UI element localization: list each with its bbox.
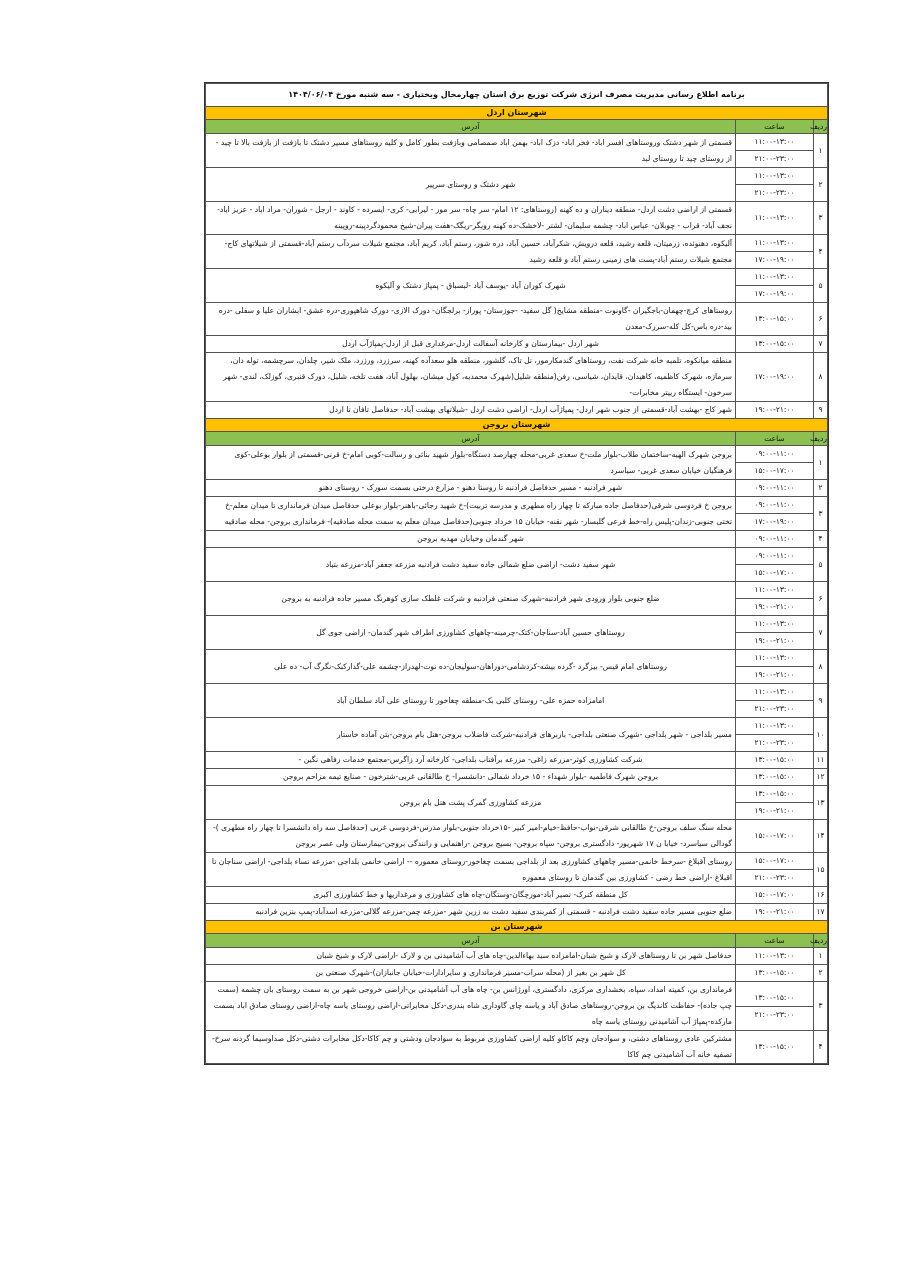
table-row (206, 303, 828, 336)
table-row (206, 480, 828, 497)
address-cell: آلیکوه، دهنوئده، زرمیتان، قلعه رشید، قلعه درویش، شکرآباد، حسین آباد، دره شور، رستم آباد، کریم آباد، مجتمع شیلات سردآب رستم آباد-قسمتی از شیلاتهای کاج-مجتمع شیلات رستم آباد-پست های زمینی رستم آباد و قلعه رشید (206, 235, 736, 269)
time-cell (736, 582, 814, 616)
table-row (206, 269, 828, 303)
time-cell (736, 134, 814, 168)
table-row (206, 531, 828, 548)
address-cell: روستای آقبلاغ -سرخط خانمی-مسیر چاههای کشاورزی بعد از بلداجی بسمت چغاخور-روستای معموره -- اراضی خانمی بلداجی -مزرعه نساء بلداجی- اراضی سناجان تا اقبلاغ -اراضی خط رضی - کشاورزی بین گندمان تا روستای معموره (206, 853, 736, 887)
address-cell: منطقه میانکوه، تلمبه خانه شرکت نفت، روستاهای گندمکارمور، تل تاک، گلشور، منطقه هلو سعدآده کهنه، سرزرد، ورزرد، ملک شیر، چلدان، سرچشمه، توله دان، سرمازه، شهرک کاظمیه، کاهیدان، قایدان، شیاسی، رفن(منطقه شلیل(شهرک محمدیه، کول میشان، بهلول آباد، هفت تلخه، شلیل، دورک قنبری، گوزلک، لندی- شهر سرخون- ایستگاه رییتر مخابرات- (206, 353, 736, 402)
time-slot: ۱۳:۰۰-۱۵:۰۰ (736, 990, 813, 1007)
address-cell: بروجن شهرک فاطمیه -بلوار شهداء - ۱۵ خرداد شمالی -دانشسرا- خ طالقانی غربی-شترخون - صنایع تیمه مزاحم بروجن (206, 769, 736, 786)
address-cell: روستاهای کرچ-چهمان-باجگیران -گاونوت -منطقه مشایخ( گل سفید- -جوزستان- پوراز- برلجگان- دورک الازی- دورک شاهپوری-دره عشق- ابشاران علیا و سفلی -دره بید-دره باس-کل کله-سررک-معدن (206, 303, 736, 336)
table-row (206, 820, 828, 853)
time-slot: ۱۱:۰۰-۱۳:۰۰ (736, 134, 813, 151)
row-number: ۱۱ (814, 752, 828, 769)
column-header-address: آدرس (206, 120, 736, 134)
table-row (206, 582, 828, 616)
time-slot: ۱۱:۰۰-۱۳:۰۰ (736, 168, 813, 185)
address-cell: حدفاصل شهر بن تا روستاهای لارک و شیخ شبان-امامزاده سید بهاءالدین-چاه های آب آشامیدنی بن و لارک -اراضی لارک و شیخ شبان (206, 948, 736, 965)
time-slot: ۰۹:۰۰-۱۱:۰۰ (736, 548, 813, 565)
table-row (206, 786, 828, 820)
time-slot: ۰۹:۰۰-۱۱:۰۰ (736, 446, 813, 463)
table-row (206, 446, 828, 480)
column-header-time: ساعت (736, 934, 814, 948)
schedule-table (205, 83, 828, 1064)
address-cell: روستاهای امام قیس- بیزگرد -گرده بیشه-کردشامی-دوراهان-سولیجان-ده نوت-لهدراز-چشمه علی-گدارکبک-نگرگ آب- ده علی (206, 650, 736, 684)
time-slot: ۱۷:۰۰-۱۹:۰۰ (754, 289, 795, 298)
row-number: ۱۴ (814, 820, 828, 853)
time-slot: ۱۳:۰۰-۱۵:۰۰ (736, 786, 813, 803)
time-slot: ۱۹:۰۰-۲۱:۰۰ (754, 602, 795, 611)
time-slot: ۱۹:۰۰-۲۱:۰۰ (754, 907, 795, 916)
time-slot: ۲۱:۰۰-۲۳:۰۰ (754, 738, 795, 747)
time-slot: ۲۱:۰۰-۲۳:۰۰ (754, 1009, 795, 1019)
time-cell (736, 718, 814, 752)
row-number: ۵ (814, 548, 828, 582)
time-slot: ۰۹:۰۰-۱۱:۰۰ (736, 497, 813, 514)
address-cell: محله سنگ سلف بروجن-خ طالقانی شرقی-نواب-حافظ-خیام-امیر کبیر -۱۵خرداد جنوبی-بلوار مدرس-فردوسی غربی (حدفاصل سه راه دانشسرا تا چهار راه مطهری )-گودالی سیاسرد- خیابا ن ۱۷ شهریور- دادگستری بروجن- سپاه بروجن- بسیج بروجن -راهنمایی و رانندگی بروجن-بیمارستان ولی عصر بروجن (206, 820, 736, 853)
column-header-time: ساعت (736, 120, 814, 134)
row-number: ۱ (814, 134, 828, 168)
time-cell (736, 402, 814, 419)
time-cell (736, 616, 814, 650)
address-cell: کل منطقه کنرک- تصیر آباد-مورچگان-وستگان-چاه های کشاورزی و مرغداریها و خط کشاورزی اکبری (206, 887, 736, 904)
table-row (206, 497, 828, 531)
time-slot: ۱۱:۰۰-۱۳:۰۰ (736, 718, 813, 735)
table-row (206, 752, 828, 769)
city-header: شهرستان بروجن (206, 419, 828, 432)
time-slot: ۱۷:۰۰-۱۹:۰۰ (754, 517, 795, 526)
time-slot: ۱۱:۰۰-۱۳:۰۰ (736, 684, 813, 701)
row-number: ۷ (814, 616, 828, 650)
table-row (206, 684, 828, 718)
time-slot: ۱۵:۰۰-۱۷:۰۰ (754, 890, 795, 899)
column-header-address: آدرس (206, 934, 736, 948)
address-cell: مسیر بلداجی - شهر بلداجی -شهرک صنعتی بلداجی- باربرهای فرادنبه-شرکت فاضلاب بروجن-هتل بام بروجن-بتن آماده خاستار (206, 718, 736, 752)
table-row (206, 134, 828, 168)
time-slot: ۱۷:۰۰-۱۹:۰۰ (754, 372, 795, 381)
address-cell: شهر سفید دشت- اراضی ضلع شمالی جاده سفید دشت فرادنبه مزرعه جعفر آباد-مزرعه بتیاد (206, 548, 736, 582)
row-number: ۱۶ (814, 887, 828, 904)
time-cell (736, 786, 814, 820)
table-row (206, 948, 828, 965)
row-number: ۶ (814, 303, 828, 336)
time-slot: ۱۳:۰۰-۱۵:۰۰ (754, 755, 795, 764)
time-cell (736, 887, 814, 904)
time-cell (736, 769, 814, 786)
address-cell: شرکت کشاورزی کوثر-مزرعه زاغی- مزرعه برآفتاب بلداجی- کارخانه آرد زاگرس-مجتمع خدمات رفاهی نگین - (206, 752, 736, 769)
time-slot: ۲۱:۰۰-۲۳:۰۰ (754, 154, 795, 163)
time-slot: ۲۱:۰۰-۲۳:۰۰ (754, 704, 795, 713)
time-slot: ۱۱:۰۰-۱۳:۰۰ (736, 269, 813, 286)
row-number: ۸ (814, 650, 828, 684)
time-slot: ۱۹:۰۰-۲۱:۰۰ (754, 405, 795, 414)
time-cell (736, 353, 814, 402)
time-slot: ۱۵:۰۰-۱۷:۰۰ (754, 568, 795, 577)
time-slot: ۱۳:۰۰-۱۵:۰۰ (754, 314, 795, 323)
address-cell: شهرک کوران آباد -یوسف آباد -لبسباق - پمپاژ دشتک و آلیکوه (206, 269, 736, 303)
address-cell: فرمانداری بن، کمیته امداد، سپاه، بخشداری مرکزی، دادگستری، اورژانس بن- چاه های آب آشامیدنی بن-اراضی خروجی شهر بن به سمت روستای بان چشمه (سمت چپ جاده)- حفاظت کاندیگ بن بروجن-روستاهای صادق آباد و یاسه چای گاوداری شاه بندری-دکل مخابراتی-اراضی روستای یاسه چاه-اراضی روستای صادق اباد بسمت مارکده-پمپاژ آب آشامیدنی روستای یاسه چاه (206, 982, 736, 1031)
time-cell (736, 497, 814, 531)
table-row (206, 769, 828, 786)
address-cell: امامزاده حمزه علی- روستای کلبی بک-منطقه چغاخور تا روستای علی آباد سلطان آباد (206, 684, 736, 718)
time-cell (736, 752, 814, 769)
time-slot: ۱۹:۰۰-۲۱:۰۰ (754, 806, 795, 815)
time-cell (736, 269, 814, 303)
address-cell: قسمتی از اراضی دشت اردل- منطقه دیناران و ده کهنه (روستاهای: ۱۲ امام- سر چاه- سر مور - لیرابی- کری- ایسرده - کاوند - ارجل - شوران- مراد اباد - عزیز اباد-نجف آباد- قراب - چوبلان- عباس اباد- چشمه سلیمان- لشتر -لاخشک-ده کهنه رویگر-ریگک-هفت پیران-شیخ محمودگردپینه-روپینه (206, 202, 736, 235)
time-cell (736, 446, 814, 480)
time-slot: ۱۹:۰۰-۲۱:۰۰ (754, 636, 795, 645)
table-row (206, 853, 828, 887)
table-row (206, 548, 828, 582)
row-number: ۵ (814, 269, 828, 303)
column-header-time: ساعت (736, 432, 814, 446)
table-row (206, 650, 828, 684)
time-cell (736, 336, 814, 353)
time-slot: ۱۱:۰۰-۱۳:۰۰ (736, 582, 813, 599)
time-cell (736, 650, 814, 684)
address-cell: مزرعه کشاورزی گمرک پشت هتل بام بروجن (206, 786, 736, 820)
time-slot: ۲۱:۰۰-۲۳:۰۰ (754, 188, 795, 197)
table-row (206, 353, 828, 402)
table-row (206, 904, 828, 921)
row-number: ۱۲ (814, 769, 828, 786)
time-cell (736, 480, 814, 497)
address-cell: شهر فرادنبه - مسیر حدفاصل فرادنبه تا روستا دهنو - مزارع درختی بسمت سورک - روستای دهنو (206, 480, 736, 497)
time-slot: ۱۱:۰۰-۱۳:۰۰ (736, 616, 813, 633)
column-header-row: ردیف (814, 432, 828, 446)
time-slot: ۱۷:۰۰-۱۹:۰۰ (754, 255, 795, 264)
time-cell (736, 965, 814, 982)
row-number: ۹ (814, 402, 828, 419)
column-header-row: ردیف (814, 120, 828, 134)
row-number: ۷ (814, 336, 828, 353)
time-slot: ۱۳:۰۰-۱۵:۰۰ (754, 772, 795, 781)
row-number: ۳ (814, 202, 828, 235)
row-number: ۶ (814, 582, 828, 616)
time-slot: ۱۹:۰۰-۲۱:۰۰ (754, 670, 795, 679)
time-cell (736, 1031, 814, 1064)
table-row (206, 887, 828, 904)
row-number: ۳ (814, 982, 828, 1031)
row-number: ۱۷ (814, 904, 828, 921)
time-cell (736, 168, 814, 202)
address-cell: کل شهر بن بغیر از (محله سراب-مسیر فرمانداری و سایرادارات-خیابان جانبازان)-شهرک صنعتی بن (206, 965, 736, 982)
row-number: ۴ (814, 1031, 828, 1064)
time-slot: ۱۱:۰۰-۱۳:۰۰ (736, 650, 813, 667)
time-slot: ۱۱:۰۰-۱۳:۰۰ (754, 951, 795, 960)
time-cell (736, 948, 814, 965)
row-number: ۹ (814, 684, 828, 718)
time-cell (736, 853, 814, 887)
table-row (206, 168, 828, 202)
address-cell: ضلع جنوبی مسیر جاده سفید دشت فرادنبه - قسمتی از کمربندی سفید دشت به زرین شهر -مزرعه چمن-مزرعه گلالی-مزرعه اسدآباد-پمپ بنزین فرادنبه (206, 904, 736, 921)
time-slot: ۱۳:۰۰-۱۵:۰۰ (754, 1042, 795, 1051)
time-slot: ۲۱:۰۰-۲۳:۰۰ (754, 873, 795, 882)
address-cell: روستاهای حسین آباد-سناجان-کتک-چرمینه-چاههای کشاورزی اطراف شهر گندمان- اراضی جوی گل (206, 616, 736, 650)
time-cell (736, 684, 814, 718)
table-row (206, 1031, 828, 1064)
table-row (206, 718, 828, 752)
address-cell: شهر گندمان وخیابان مهدیه بروجن (206, 531, 736, 548)
city-header: شهرستان اردل (206, 107, 828, 120)
table-row (206, 235, 828, 269)
row-number: ۱۵ (814, 853, 828, 887)
time-slot: ۱۵:۰۰-۱۷:۰۰ (754, 831, 795, 840)
address-cell: شهر دشتک و روستای سرپیر (206, 168, 736, 202)
row-number: ۲ (814, 965, 828, 982)
time-cell (736, 531, 814, 548)
time-slot: ۱۱:۰۰-۱۳:۰۰ (736, 235, 813, 252)
time-cell (736, 820, 814, 853)
address-cell: شهر کاج -بهشت آباد-قسمتی از جنوب شهر اردل- پمپاژآب اردل- اراضی دشت اردل -شیلاتهای بهشت آباد- حدفاصل تافان تا اردل (206, 402, 736, 419)
address-cell: قسمتی از شهر دشتک وروستاهای افسر اباد- فخر اباد- دزک اباد- بهمن اباد صمصامی وبازفت بطور کامل و کلیه روستاهای مسیر دشتک تا بازفت از بازفت بالا تا چید - از روستای چید تا روستای لبد (206, 134, 736, 168)
time-slot: ۱۳:۰۰-۱۵:۰۰ (754, 968, 795, 977)
table-row (206, 616, 828, 650)
column-header-address: آدرس (206, 432, 736, 446)
document-title: برنامه اطلاع رسانی مدیریت مصرف انرژی شرکت توزیع برق استان چهارمحال وبختیاری - سه شنبه مورخ ۱۴۰۴/۰۶/۰۴ (206, 84, 828, 107)
table-row (206, 402, 828, 419)
address-cell: شهر اردل -بیمارستان و کارخانه آسفالت اردل-مرغداری قبل از اردل-پمپاژآب اردل (206, 336, 736, 353)
row-number: ۴ (814, 235, 828, 269)
time-slot: ۱۱:۰۰-۱۳:۰۰ (754, 213, 795, 222)
address-cell: مشترکین عادی روستاهای دشتی، و سوادجان وچم کاکاو کلیه اراضی کشاورزی مربوط به سوادجان ودشتی و چم کاکا-دکل مخابرات دشتی-دکل صداوسیما گردنه سرخ-تصفیه خانه آب آشامیدنی چم کاکا (206, 1031, 736, 1064)
time-slot: ۱۳:۰۰-۱۵:۰۰ (754, 339, 795, 348)
row-number: ۳ (814, 497, 828, 531)
row-number: ۱۳ (814, 786, 828, 820)
table-row (206, 982, 828, 1031)
table-row (206, 336, 828, 353)
row-number: ۴ (814, 531, 828, 548)
row-number: ۱ (814, 446, 828, 480)
row-number: ۸ (814, 353, 828, 402)
row-number: ۲ (814, 480, 828, 497)
row-number: ۱۰ (814, 718, 828, 752)
time-cell (736, 904, 814, 921)
address-cell: ضلع جنوبی بلوار ورودی شهر فرادنبه-شهرک صنعتی فرادنبه و شرکت غلطک سازی کوهرنگ مسیر جاده فرادنبه به بروجن (206, 582, 736, 616)
column-header-row: ردیف (814, 934, 828, 948)
city-header: شهرستان بن (206, 921, 828, 934)
table-row (206, 202, 828, 235)
time-slot: ۱۵:۰۰-۱۷:۰۰ (736, 853, 813, 870)
time-slot: ۰۹:۰۰-۱۱:۰۰ (754, 483, 795, 492)
table-row (206, 965, 828, 982)
time-cell (736, 303, 814, 336)
time-slot: ۱۵:۰۰-۱۷:۰۰ (754, 466, 795, 475)
time-slot: ۰۹:۰۰-۱۱:۰۰ (754, 534, 795, 543)
address-cell: بروجن شهرک الهیه-ساختمان طلاب-بلوار ملت-خ سعدی غربی-محله چهارصد دستگاه-بلوار شهید بنائی و رسالت-کوبی امام-خ قرنی-قسمتی از بلوار بوعلی-کوی فرهنگیان خیابان سعدی غربی- سیاسرد (206, 446, 736, 480)
time-cell (736, 235, 814, 269)
address-cell: بروجن خ فردوسی شرقی(حدفاصل جاده مبارکه تا چهار راه مطهری و مدرسه تربیت)-خ شهید رجائی-باهنر-بلوار بوعلی حدفاصل میدان فرمانداری تا میدان معلم-خ تختی جنوبی-زندان-پلیس راه-خط فرعی گلبسار- شهر نقنه- خیابان ۱۵ خرداد جنوبی(حدفاصل میدان معلم به سمت محله صادقیه)- فرمانداری بروجن- محله صادقیه (206, 497, 736, 531)
time-cell (736, 982, 814, 1031)
time-cell (736, 548, 814, 582)
time-cell (736, 202, 814, 235)
row-number: ۱ (814, 948, 828, 965)
outage-schedule-sheet (204, 82, 829, 1065)
row-number: ۲ (814, 168, 828, 202)
